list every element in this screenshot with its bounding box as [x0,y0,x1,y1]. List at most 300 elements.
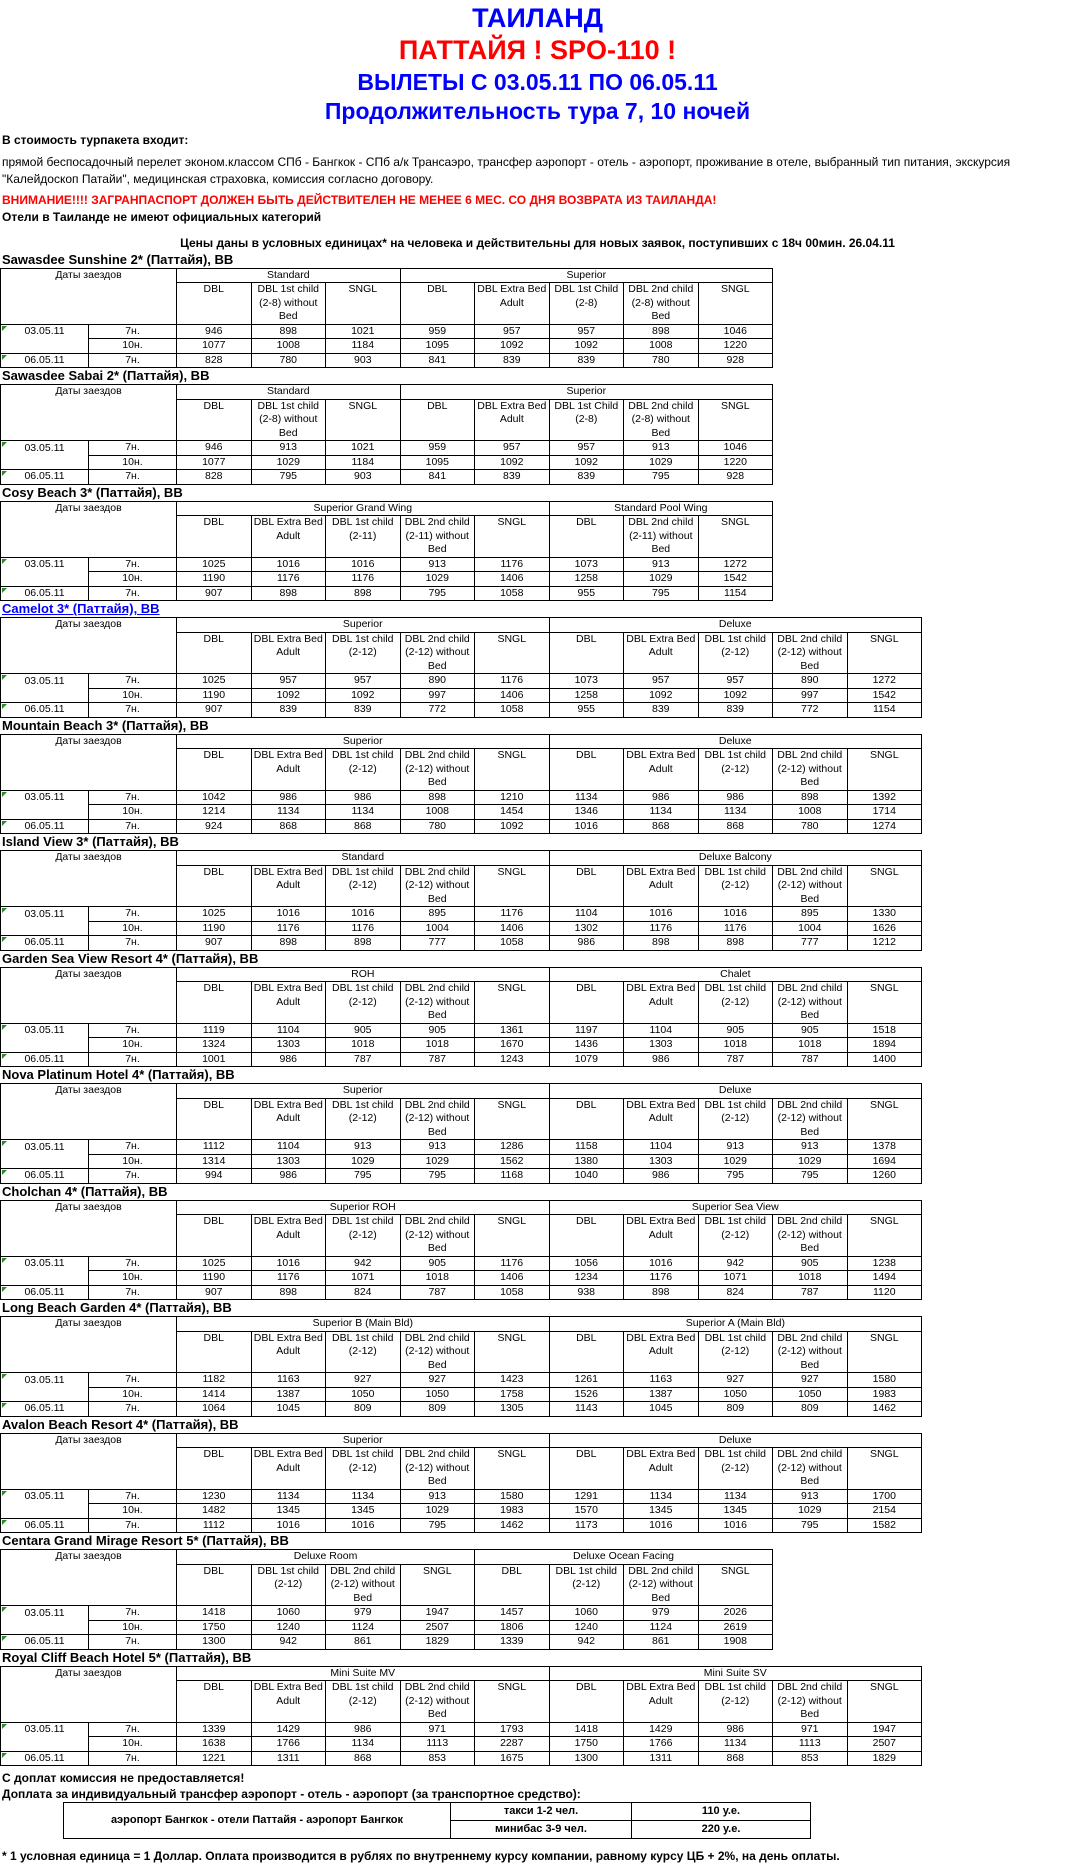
price-cell: 1079 [549,1052,624,1067]
cell-marker-icon [2,1374,7,1379]
column-header: DBL Extra Bed Adult [624,749,699,791]
price-cell: 986 [251,1052,326,1067]
price-cell: 1238 [847,1256,922,1271]
price-cell: 1025 [177,907,252,922]
hotel-name[interactable]: Camelot 3* (Паттайя), BB [2,601,160,617]
price-cell: 839 [549,470,624,485]
price-cell: 907 [177,703,252,718]
price-cell: 1025 [177,1256,252,1271]
price-cell: 1418 [177,1606,252,1621]
room-type: Deluxe Room [177,1550,475,1565]
price-cell: 1418 [549,1722,624,1737]
price-cell: 1134 [251,1489,326,1504]
price-cell: 1700 [847,1489,922,1504]
price-row [1,688,922,703]
column-header: SNGL [475,749,550,791]
price-cell: 1638 [177,1737,252,1752]
price-cell: 1104 [549,907,624,922]
price-cell: 1029 [698,1154,773,1169]
price-cell: 1058 [475,936,550,951]
price-cell: 927 [698,1373,773,1388]
price-cell: 1345 [326,1504,401,1519]
column-header: SNGL [400,1564,475,1606]
column-header: DBL 2nd child (2-12) without Bed [773,1098,848,1140]
price-cell: 1045 [251,1402,326,1417]
column-header: DBL [475,1564,550,1606]
price-cell: 1286 [475,1140,550,1155]
dates-header: Даты заездов [1,1200,177,1256]
column-header: DBL [177,1564,252,1606]
column-header: SNGL [475,1215,550,1257]
price-cell: 1176 [326,921,401,936]
price-cell: 1240 [251,1620,326,1635]
price-cell: 1330 [847,907,922,922]
column-header: DBL 1st child (2-12) [698,1331,773,1373]
room-type: Deluxe [549,1084,922,1099]
price-cell: 787 [698,1052,773,1067]
dates-header: Даты заездов [1,851,177,907]
price-cell: 979 [326,1606,401,1621]
price-cell: 1134 [251,805,326,820]
room-type: Superior [177,1433,550,1448]
price-cell: 1060 [549,1606,624,1621]
price-table [0,1316,922,1417]
column-header: DBL 1st child (2-12) [549,1564,624,1606]
price-cell: 1173 [549,1518,624,1533]
categories-note: Отели в Таиланде не имеют официальных категорий [2,209,322,224]
price-cell: 828 [177,470,252,485]
room-type: Superior A (Main Bld) [549,1317,922,1332]
nights: 10н. [89,1737,177,1752]
price-row [1,1373,922,1388]
column-header: DBL [549,1098,624,1140]
column-header: SNGL [847,749,922,791]
minibus-price: 220 у.е. [632,1821,811,1839]
price-cell: 1947 [400,1606,475,1621]
price-row [1,907,922,922]
price-cell: 1134 [624,1489,699,1504]
transfer-route: аэропорт Бангкок - отели Паттайя - аэропорт Бангкок [64,1803,451,1839]
price-cell: 986 [698,1722,773,1737]
price-cell: 959 [400,324,475,339]
tour-duration: Продолжительность тура 7, 10 ночей [324,98,751,125]
price-row [1,1154,922,1169]
price-cell: 1302 [549,921,624,936]
price-row [1,1285,922,1300]
price-row [1,1256,922,1271]
price-cell: 1124 [326,1620,401,1635]
price-cell: 1190 [177,688,252,703]
cell-marker-icon [2,559,7,564]
price-cell: 1562 [475,1154,550,1169]
price-cell: 1016 [251,1256,326,1271]
price-cell: 895 [773,907,848,922]
column-header: DBL [177,283,252,325]
price-row [1,455,773,470]
nights: 10н. [89,805,177,820]
price-cell: 868 [251,819,326,834]
price-cell: 809 [326,1402,401,1417]
price-table [0,1083,922,1184]
column-header: DBL 2nd child (2-11) without Bed [400,516,475,558]
price-cell: 1694 [847,1154,922,1169]
column-header: DBL Extra Bed Adult [251,516,326,558]
column-header: DBL [549,1681,624,1723]
room-header-row [1,967,922,982]
arrival-date [1,1387,89,1402]
arrival-date: 06.05.11 [1,936,89,951]
room-type: Deluxe Ocean Facing [475,1550,773,1565]
arrival-date: 03.05.11 [1,1023,89,1038]
price-cell: 1016 [251,907,326,922]
column-header: DBL Extra Bed Adult [624,1681,699,1723]
arrival-date: 03.05.11 [1,1256,89,1271]
price-cell: 1095 [400,455,475,470]
price-cell: 839 [326,703,401,718]
price-cell: 1021 [326,324,401,339]
column-header: SNGL [847,1448,922,1490]
price-cell: 777 [773,936,848,951]
column-header: SNGL [326,399,401,441]
price-cell: 1380 [549,1154,624,1169]
column-header: DBL 1st child (2-12) [698,1098,773,1140]
price-cell: 841 [400,470,475,485]
column-header: DBL [177,516,252,558]
nights: 7н. [89,1052,177,1067]
dates-header: Даты заездов [1,1084,177,1140]
price-cell: 946 [177,324,252,339]
column-header: DBL Extra Bed Adult [251,1098,326,1140]
price-row [1,1737,922,1752]
column-header: DBL 2nd child (2-12) without Bed [773,1215,848,1257]
nights: 7н. [89,324,177,339]
price-cell: 787 [400,1285,475,1300]
price-cell: 898 [251,936,326,951]
price-cell: 868 [326,819,401,834]
price-note: Цены даны в условных единицах* на человека и действительны для новых заявок, поступивших с 18ч 00мин. 26.04.11 [180,235,895,250]
price-row [1,805,922,820]
price-cell: 1077 [177,339,252,354]
arrival-date: 03.05.11 [1,790,89,805]
price-cell: 1134 [549,790,624,805]
price-cell: 1042 [177,790,252,805]
price-cell: 1058 [475,586,550,601]
price-cell: 787 [773,1285,848,1300]
room-type: Standard [177,268,401,283]
price-cell: 1029 [773,1154,848,1169]
arrival-date: 06.05.11 [1,586,89,601]
arrival-date [1,805,89,820]
price-cell: 986 [624,790,699,805]
nights: 7н. [89,1373,177,1388]
price-cell: 1071 [326,1271,401,1286]
price-cell: 1750 [177,1620,252,1635]
price-cell: 1258 [549,688,624,703]
price-row [1,324,773,339]
price-cell: 839 [475,353,550,368]
column-header: SNGL [847,632,922,674]
arrival-date: 03.05.11 [1,324,89,339]
nights: 7н. [89,819,177,834]
column-header: DBL 2nd child (2-11) without Bed [624,516,699,558]
column-header: DBL Extra Bed Adult [475,399,550,441]
price-cell: 1029 [400,572,475,587]
column-header: DBL Extra Bed Adult [251,632,326,674]
column-header: SNGL [326,283,401,325]
price-cell: 1324 [177,1038,252,1053]
room-type: Standard [177,385,401,400]
room-header-row [1,851,922,866]
column-header: DBL 2nd child (2-12) without Bed [773,982,848,1024]
price-cell: 903 [326,470,401,485]
price-cell: 1176 [475,557,550,572]
price-cell: 971 [773,1722,848,1737]
price-table [0,734,922,835]
price-cell: 853 [773,1751,848,1766]
transfer-title: Доплата за индивидуальный трансфер аэропорт - отель - аэропорт (за транспортное средство): [2,1787,581,1802]
price-cell: 1154 [847,703,922,718]
price-cell: 979 [624,1606,699,1621]
column-header: DBL [177,1448,252,1490]
price-cell: 1311 [624,1751,699,1766]
column-header: DBL 2nd child (2-12) without Bed [400,982,475,1024]
price-cell: 824 [326,1285,401,1300]
price-cell: 913 [400,557,475,572]
price-cell: 1908 [698,1635,773,1650]
column-header: DBL 2nd child (2-12) without Bed [773,632,848,674]
column-header: DBL 2nd child (2-12) without Bed [773,749,848,791]
arrival-date: 03.05.11 [1,907,89,922]
room-header-row [1,1550,773,1565]
price-cell: 1016 [624,1256,699,1271]
room-type: Superior [400,385,773,400]
price-cell: 1092 [549,339,624,354]
price-cell: 1392 [847,790,922,805]
country-title: ТАИЛАНД [472,3,603,33]
column-header: DBL [400,283,475,325]
price-cell: 890 [773,674,848,689]
price-cell: 780 [773,819,848,834]
dates-header: Даты заездов [1,734,177,790]
price-cell: 1092 [475,455,550,470]
price-row [1,936,922,951]
nights: 10н. [89,1504,177,1519]
price-cell: 1008 [773,805,848,820]
column-header: DBL [549,749,624,791]
price-cell: 1092 [251,688,326,703]
nights: 10н. [89,1620,177,1635]
column-header: SNGL [698,516,773,558]
price-cell: 1018 [773,1038,848,1053]
nights: 7н. [89,470,177,485]
transfer-table [63,1802,811,1839]
price-cell: 780 [624,353,699,368]
cell-marker-icon [2,1258,7,1263]
price-cell: 1021 [326,441,401,456]
price-cell: 787 [326,1052,401,1067]
price-cell: 1176 [475,1256,550,1271]
price-cell: 1016 [326,1518,401,1533]
cell-marker-icon [2,588,7,593]
nights: 7н. [89,1256,177,1271]
price-cell: 959 [400,441,475,456]
price-cell: 1462 [475,1518,550,1533]
column-header: DBL [177,399,252,441]
price-cell: 1983 [475,1504,550,1519]
column-header: DBL [549,1331,624,1373]
price-cell: 1406 [475,1271,550,1286]
column-header: SNGL [698,283,773,325]
column-header: DBL Extra Bed Adult [475,283,550,325]
dates-header: Даты заездов [1,385,177,441]
price-table [0,268,773,369]
price-cell: 1361 [475,1023,550,1038]
cell-marker-icon [2,1753,7,1758]
price-cell: 1040 [549,1169,624,1184]
price-cell: 1518 [847,1023,922,1038]
price-cell: 868 [698,819,773,834]
price-cell: 1092 [326,688,401,703]
price-cell: 913 [624,441,699,456]
column-header: DBL 1st Child (2-8) [549,399,624,441]
price-cell: 1212 [847,936,922,951]
column-header: SNGL [475,1681,550,1723]
cell-marker-icon [2,937,7,942]
column-header: DBL 1st child (2-12) [698,1215,773,1257]
hotel-name: Centara Grand Mirage Resort 5* (Паттайя), BB [2,1533,289,1549]
price-cell: 898 [326,586,401,601]
price-cell: 1095 [400,339,475,354]
column-header: DBL [177,1331,252,1373]
price-cell: 1016 [326,557,401,572]
nights: 7н. [89,1402,177,1417]
nights: 10н. [89,1387,177,1402]
price-cell: 2619 [698,1620,773,1635]
cell-marker-icon [2,1520,7,1525]
price-cell: 1894 [847,1038,922,1053]
price-cell: 1119 [177,1023,252,1038]
cell-marker-icon [2,704,7,709]
price-cell: 795 [698,1169,773,1184]
price-cell: 795 [400,586,475,601]
arrival-date: 03.05.11 [1,674,89,689]
column-header: DBL Extra Bed Adult [251,1215,326,1257]
price-cell: 1303 [624,1154,699,1169]
price-row [1,1504,922,1519]
column-header: DBL [177,1215,252,1257]
cell-marker-icon [2,821,7,826]
cell-marker-icon [2,792,7,797]
price-cell: 780 [251,353,326,368]
nights: 7н. [89,1751,177,1766]
price-cell: 1766 [251,1737,326,1752]
price-cell: 1626 [847,921,922,936]
arrival-date: 03.05.11 [1,1722,89,1737]
room-header-row [1,1200,922,1215]
price-row [1,1751,922,1766]
price-cell: 1050 [773,1387,848,1402]
hotel-name: Sawasdee Sunshine 2* (Паттайя), BB [2,251,234,267]
price-cell: 1190 [177,921,252,936]
price-cell: 1050 [698,1387,773,1402]
cell-marker-icon [2,1724,7,1729]
nights: 7н. [89,441,177,456]
room-type: ROH [177,967,550,982]
column-header: SNGL [847,1331,922,1373]
price-cell: 839 [475,470,550,485]
price-cell: 1346 [549,805,624,820]
arrival-date: 06.05.11 [1,1285,89,1300]
hotel-name: Garden Sea View Resort 4* (Паттайя), BB [2,950,259,966]
price-cell: 1163 [251,1373,326,1388]
price-cell: 1542 [847,688,922,703]
cell-marker-icon [2,675,7,680]
price-cell: 1272 [698,557,773,572]
column-header: DBL Extra Bed Adult [251,982,326,1024]
price-cell: 1234 [549,1271,624,1286]
price-cell: 913 [773,1489,848,1504]
price-cell: 1311 [251,1751,326,1766]
arrival-date [1,339,89,354]
nights: 7н. [89,703,177,718]
price-cell: 1462 [847,1402,922,1417]
price-cell: 957 [624,674,699,689]
price-cell: 913 [251,441,326,456]
price-cell: 1221 [177,1751,252,1766]
price-cell: 1345 [624,1504,699,1519]
nights: 7н. [89,1635,177,1650]
price-cell: 1429 [251,1722,326,1737]
column-header: DBL 2nd child (2-12) without Bed [400,1448,475,1490]
price-cell: 986 [549,936,624,951]
cell-marker-icon [2,471,7,476]
price-cell: 1016 [251,557,326,572]
price-cell: 787 [773,1052,848,1067]
price-cell: 913 [698,1140,773,1155]
price-cell: 971 [400,1722,475,1737]
column-header: DBL [177,865,252,907]
price-cell: 1414 [177,1387,252,1402]
price-cell: 1004 [773,921,848,936]
nights: 7н. [89,1489,177,1504]
price-cell: 942 [251,1635,326,1650]
price-cell: 1029 [400,1504,475,1519]
price-cell: 861 [326,1635,401,1650]
column-header: DBL 1st child (2-12) [326,1098,401,1140]
price-cell: 1001 [177,1052,252,1067]
column-header: DBL Extra Bed Adult [624,632,699,674]
price-row [1,353,773,368]
column-header: DBL 1st child (2-12) [698,865,773,907]
room-header-row [1,618,922,633]
price-cell: 1766 [624,1737,699,1752]
column-header: SNGL [475,1098,550,1140]
column-header: DBL 1st Child (2-8) [549,283,624,325]
arrival-date [1,1154,89,1169]
price-table [0,1433,922,1534]
price-cell: 898 [624,1285,699,1300]
price-cell: 957 [549,324,624,339]
column-header: DBL 2nd child (2-12) without Bed [400,1215,475,1257]
price-cell: 1134 [698,1489,773,1504]
price-cell: 1092 [475,339,550,354]
price-cell: 839 [698,703,773,718]
hotel-name: Avalon Beach Resort 4* (Паттайя), BB [2,1416,239,1432]
cell-marker-icon [2,442,7,447]
room-type: Superior [177,1084,550,1099]
price-table [0,1200,922,1301]
price-cell: 924 [177,819,252,834]
